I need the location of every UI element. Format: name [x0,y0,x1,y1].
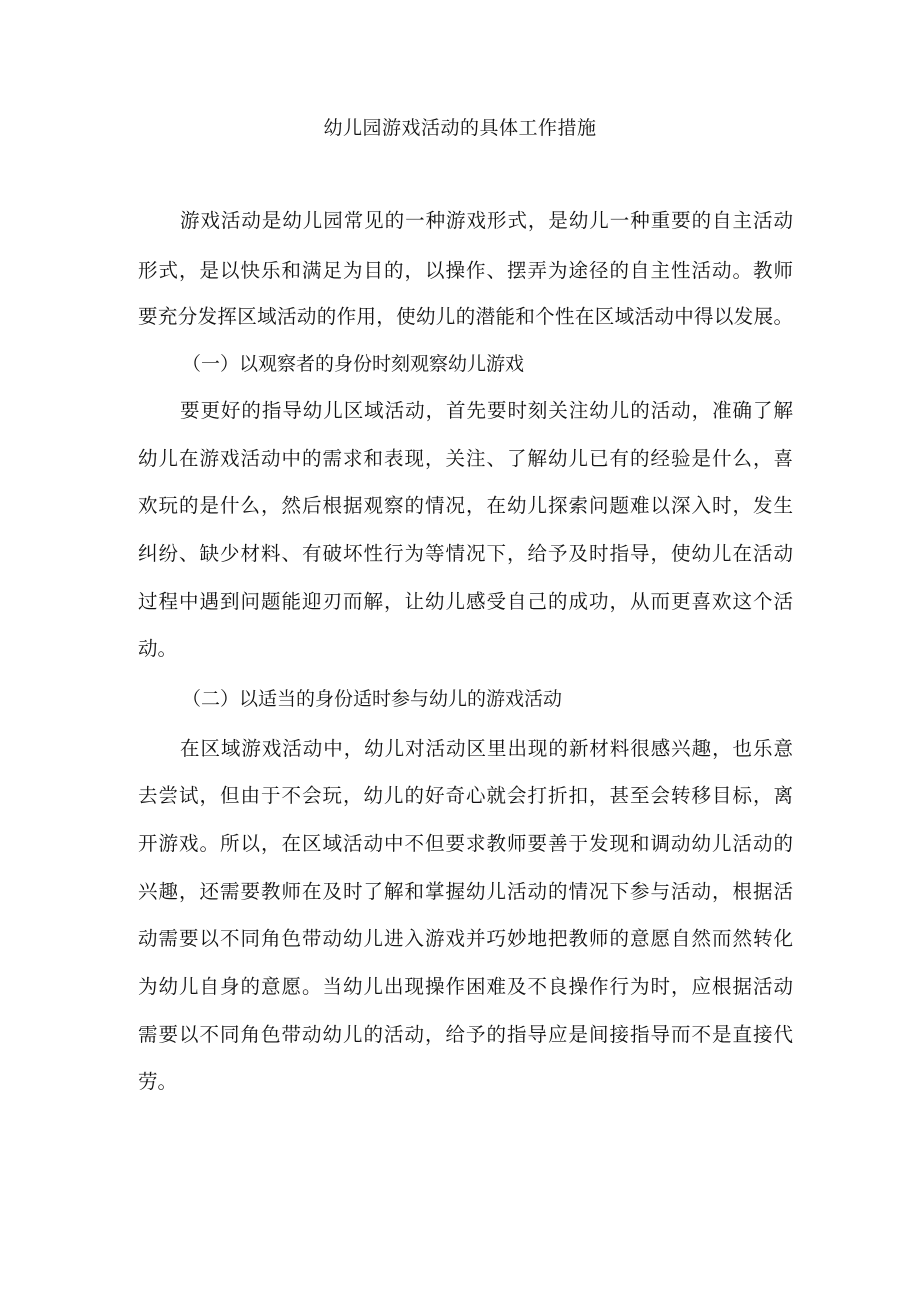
section-2-line-3: 开游戏。所以，在区域活动中不但要求教师要善于发现和调动幼儿活动的 [138,832,793,855]
section-2-line-5: 动需要以不同角色带动幼儿进入游戏并巧妙地把教师的意愿自然而然转化 [138,927,793,950]
section-2-line-4: 兴趣，还需要教师在及时了解和掌握幼儿活动的情况下参与活动，根据活 [138,880,793,903]
section-1-line-4: 纠纷、缺少材料、有破坏性行为等情况下，给予及时指导，使幼儿在活动 [138,542,793,565]
section-2-line-7: 需要以不同角色带动幼儿的活动，给予的指导应是间接指导而不是直接代 [138,1023,793,1046]
section-2-line-6: 为幼儿自身的意愿。当幼儿出现操作困难及不良操作行为时，应根据活动 [138,975,793,998]
section-1-line-1: 要更好的指导幼儿区域活动，首先要时刻关注幼儿的活动，准确了解 [180,399,793,422]
section-1-line-2: 幼儿在游戏活动中的需求和表现，关注、了解幼儿已有的经验是什么，喜 [138,447,793,470]
section-1-heading: （一）以观察者的身份时刻观察幼儿游戏 [182,353,525,375]
section-2-line-8: 劳。 [138,1070,178,1093]
section-2-line-2: 去尝试，但由于不会玩，幼儿的好奇心就会打折扣，甚至会转移目标，离 [138,784,793,807]
section-2-heading: （二）以适当的身份适时参与幼儿的游戏活动 [182,688,563,710]
section-1-line-3: 欢玩的是什么，然后根据观察的情况，在幼儿探索问题难以深入时，发生 [138,494,793,517]
section-2-line-1: 在区域游戏活动中，幼儿对活动区里出现的新材料很感兴趣，也乐意 [180,737,793,760]
section-1-line-5: 过程中遇到问题能迎刃而解，让幼儿感受自己的成功，从而更喜欢这个活 [138,590,793,613]
document-title: 幼儿园游戏活动的具体工作措施 [323,117,597,139]
intro-line-1: 游戏活动是幼儿园常见的一种游戏形式，是幼儿一种重要的自主活动 [180,209,793,232]
intro-line-3: 要充分发挥区域活动的作用，使幼儿的潜能和个性在区域活动中得以发展。 [138,305,793,328]
section-1-line-6: 动。 [138,637,178,660]
intro-line-2: 形式，是以快乐和满足为目的，以操作、摆弄为途径的自主性活动。教师 [138,259,793,282]
